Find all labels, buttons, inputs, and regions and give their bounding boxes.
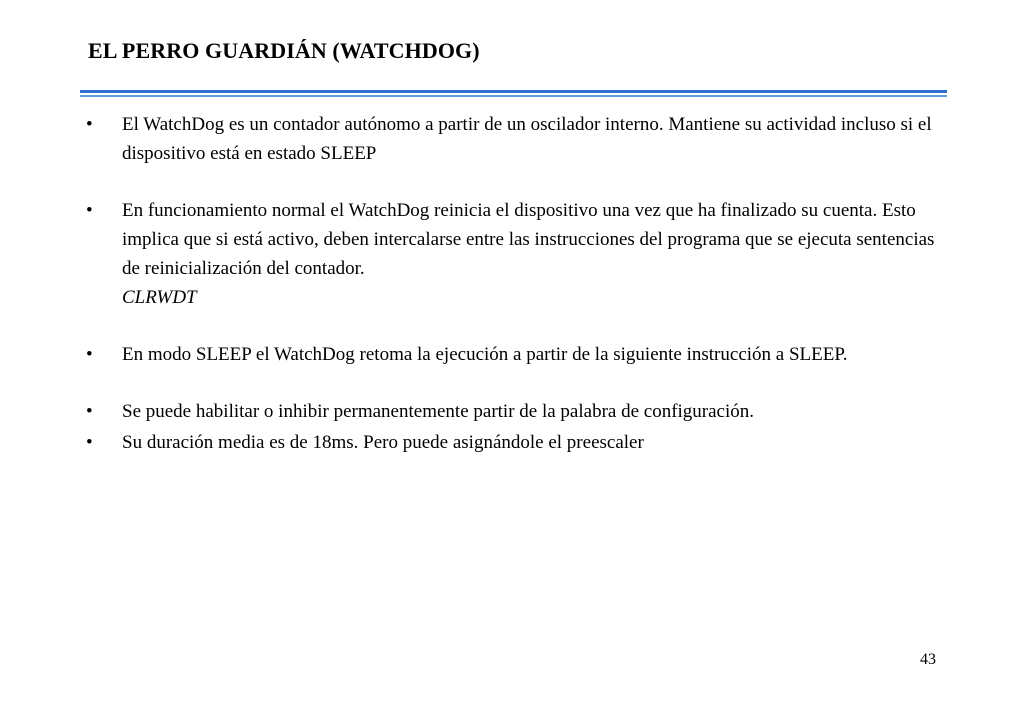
bullet-dot: •	[86, 114, 93, 135]
bullet-list	[80, 110, 950, 457]
bullet-item	[80, 397, 950, 426]
page-number: 43	[920, 651, 936, 668]
bullet-item	[80, 428, 950, 457]
bullet-emphasis: CLRWDT	[122, 287, 197, 308]
title-underline	[80, 90, 947, 98]
title-underline-top	[80, 90, 947, 93]
bullet-text: Su duración media es de 18ms. Pero puede asignándole el preescaler	[122, 432, 644, 453]
bullet-dot: •	[86, 401, 93, 422]
bullet-item	[80, 196, 950, 312]
bullet-text: En modo SLEEP el WatchDog retoma la ejecución a partir de la siguiente instrucción a SLEEP.	[122, 344, 848, 365]
bullet-dot: •	[86, 432, 93, 453]
bullet-item	[80, 110, 950, 168]
title-underline-bottom	[80, 95, 947, 97]
bullet-text: Se puede habilitar o inhibir permanentemente partir de la palabra de configuración.	[122, 401, 755, 422]
bullet-text: En funcionamiento normal el WatchDog reinicia el dispositivo una vez que ha finalizado su cuenta. Esto implica que si está activo, deben intercalarse entre las instrucciones del programa que se ejecuta sentencias de reinicialización del contador.	[122, 200, 935, 279]
bullet-text: El WatchDog es un contador autónomo a partir de un oscilador interno. Mantiene su actividad incluso si el dispositivo está en estado SLEEP	[122, 114, 932, 164]
bullet-dot: •	[86, 344, 93, 365]
bullet-item	[80, 340, 950, 369]
bullet-dot: •	[86, 200, 93, 221]
slide-title: EL PERRO GUARDIÁN (WATCHDOG)	[88, 38, 480, 63]
